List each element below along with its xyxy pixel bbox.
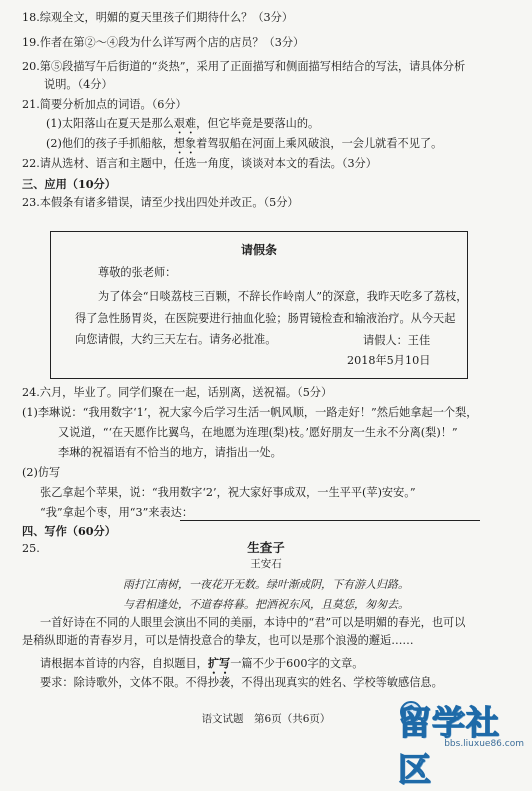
question-20-line1: 20.第⑤段描写午后街道的“炎热”，采用了正面描写和侧面描写相结合的写法，请具体分析 xyxy=(22,60,466,73)
leave-note-salutation: 尊敬的张老师： xyxy=(98,266,177,279)
watermark-url: bbs.liuxue86.com xyxy=(444,739,524,749)
question-23: 23.本假条有诸多错误，请至少找出四处并改正。（5分） xyxy=(22,196,299,209)
leave-note-title: 请假条 xyxy=(240,243,277,257)
leave-note-signer: 请假人：王佳 xyxy=(363,334,431,347)
poem-title: 生查子 xyxy=(247,540,285,555)
poem-line-2: 与君相逢处，不道春将暮。把酒祝东风，且莫恁，匆匆去。 xyxy=(123,598,409,611)
leave-note-body-line1: 为了体会“日啖荔枝三百颗，不辞长作岭南人”的深意，我昨天吃多了荔枝， xyxy=(98,290,468,303)
question-21-sub2: (2)他们的孩子手抓船舷，想象着驾驭船在河面上乘风破浪，一会儿就看不见了。 xyxy=(46,137,443,150)
page-footer: 语文试题 第6页（共6页） xyxy=(201,713,331,725)
question-19: 19.作者在第②～④段为什么详写两个店的店员？（3分） xyxy=(22,36,305,49)
section-3-heading: 三、应用（10分） xyxy=(22,177,116,191)
poem-author: 王安石 xyxy=(250,558,282,570)
question-24-sub1-line3: 李琳的祝福语有不恰当的地方，请指出一处。 xyxy=(58,446,282,459)
question-24: 24.六月，毕业了。同学们聚在一起，话别离，送祝福。（5分） xyxy=(22,386,333,399)
prompt-line-2: 是稍纵即逝的青春岁月，可以是情投意合的挚友，也可以是那个浪漫的邂逅…… xyxy=(22,634,414,647)
prompt-line-3: 请根据本首诗的内容，自拟题目，扩写一篇不少于600字的文章。 xyxy=(40,656,364,670)
prompt-line-4: 要求：除诗歌外，文体不限。不得抄袭，不得出现真实的姓名、学校等敏感信息。 xyxy=(40,676,443,689)
question-20-line2: 说明。（4分） xyxy=(44,78,113,91)
question-22: 22.请从选材、语言和主题中，任选一角度，谈谈对本文的看法。（3分） xyxy=(22,157,377,170)
poem-line-1: 雨打江南树，一夜花开无数。绿叶渐成阴，下有游人归路。 xyxy=(123,578,409,591)
leave-note-body-line2: 得了急性肠胃炎，在医院要进行抽血化验；肠胃镜检查和输液治疗。从今天起 xyxy=(75,312,456,325)
question-21-sub1: (1)太阳落山在夏天是那么艰难，但它毕竟是要落山的。 xyxy=(46,117,320,130)
question-24-sub1-line1: (1)李琳说：“我用数字‘1’，祝大家今后学习生活一帆风顺，一路走好！”然后她拿起一个梨， xyxy=(22,406,478,419)
question-24-sub2: (2)仿写 xyxy=(22,466,61,479)
question-25-number: 25. xyxy=(22,542,40,555)
emphasized-word-1: 艰难 xyxy=(173,117,197,130)
emphasized-word-2: 想象 xyxy=(173,137,197,150)
site-watermark xyxy=(398,695,526,789)
question-18: 18.综观全文，明媚的夏天里孩子们期待什么？（3分） xyxy=(22,11,294,24)
emphasized-word-expand: 扩写 xyxy=(207,656,231,670)
answer-line[interactable] xyxy=(180,520,480,521)
prompt-line-1: 一首好诗在不同的人眼里会演出不同的美丽，本诗中的“君”可以是明媚的春光，也可以 xyxy=(40,616,466,629)
leave-note-box xyxy=(50,231,468,379)
question-21: 21.简要分析加点的词语。（6分） xyxy=(22,98,187,111)
question-24-sub2-example: 张乙拿起个苹果，说：“我用数字‘2’，祝大家好事成双，一生平平(苹)安安。” xyxy=(40,486,416,499)
section-4-heading: 四、写作（60分） xyxy=(22,524,116,538)
question-24-sub2-prompt: “我”拿起个枣，用“3”来表达： xyxy=(40,506,194,519)
leave-note-date: 2018年5月10日 xyxy=(347,354,431,367)
leave-note-body-line3: 向您请假，大约三天左右。请务必批准。 xyxy=(75,333,277,346)
question-24-sub1-line2: 又说道，“‘在天愿作比翼鸟，在地愿为连理(梨)枝。’愿好朋友一生永不分离(梨)！” xyxy=(58,426,458,439)
watermark-brand: 留学社区 xyxy=(398,703,500,789)
